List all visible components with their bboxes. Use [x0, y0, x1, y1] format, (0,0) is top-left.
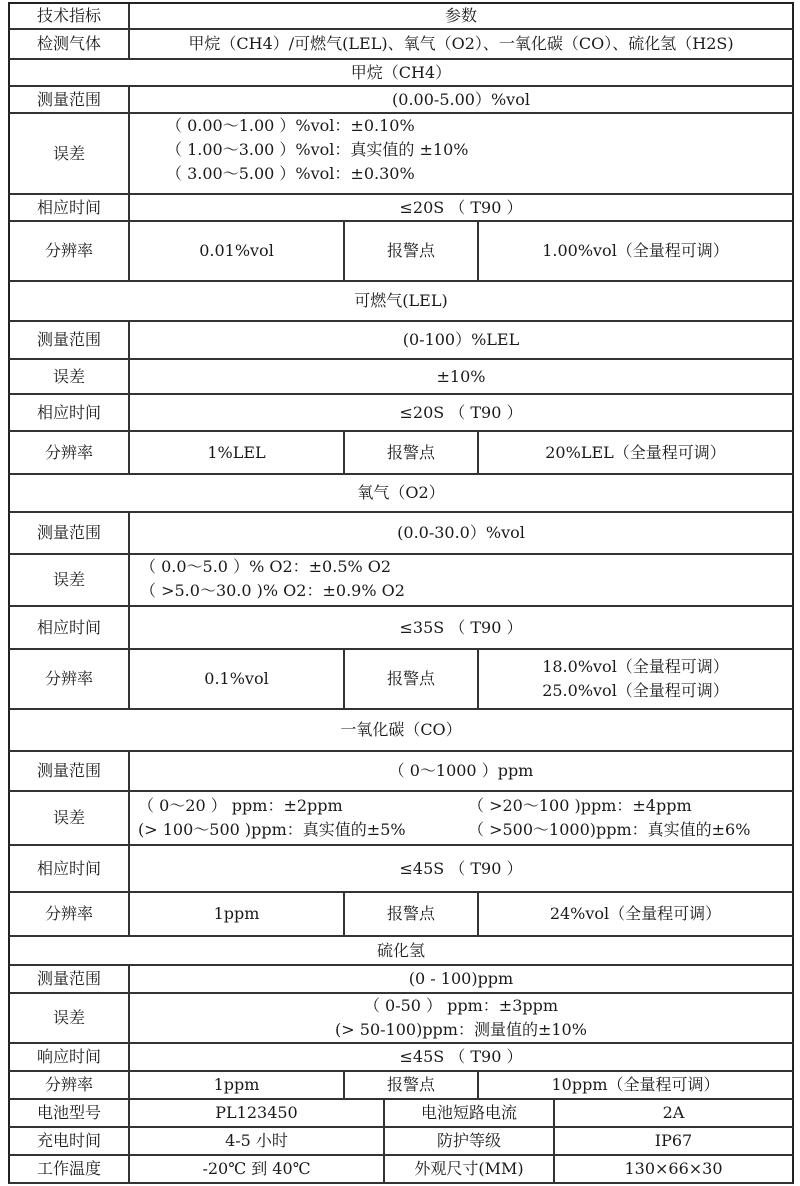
- h2s-resolution-label: 分辨率: [10, 1072, 130, 1098]
- lel-alarm-value: 20%LEL（全量程可调）: [545, 442, 726, 462]
- spec-table: [8, 2, 794, 1184]
- o2-range-row: [8, 513, 794, 555]
- lel-error-row: [8, 360, 794, 395]
- ch4-error-label: 误差: [10, 114, 130, 193]
- o2-error-row: [8, 555, 794, 607]
- ch4-alarm-label: 报警点: [345, 222, 479, 280]
- ch4-section-row: [8, 60, 794, 87]
- general-row: [8, 1156, 794, 1184]
- ch4-response-label: 相应时间: [10, 195, 130, 220]
- o2-range-label: 测量范围: [10, 513, 130, 553]
- lel-range-value: (0-100）%LEL: [402, 330, 520, 349]
- ch4-resolution-row: [8, 222, 794, 282]
- h2s-response-label: 响应时间: [10, 1044, 130, 1070]
- detect-gas-label: 检测气体: [10, 30, 130, 58]
- h2s-error-label: 误差: [10, 994, 130, 1042]
- battery-model-label: 电池型号: [10, 1100, 130, 1126]
- lel-response-label: 相应时间: [10, 395, 130, 430]
- h2s-error-line: （ 0-50 ） ppm：±3ppm: [363, 996, 559, 1015]
- general-row: [8, 1100, 794, 1128]
- ch4-error-row: [8, 114, 794, 195]
- o2-section-row: [8, 475, 794, 513]
- ch4-error-values: [130, 114, 792, 193]
- ch4-response-row: [8, 195, 794, 222]
- h2s-response-value: ≤45S （ T90 ）: [399, 1047, 523, 1066]
- lel-resolution-label: 分辨率: [10, 432, 130, 473]
- lel-range-label: 测量范围: [10, 322, 130, 358]
- general-row: [8, 1128, 794, 1156]
- o2-title: 氧气（O2）: [357, 483, 445, 502]
- ch4-error-line: （ 0.00～1.00 ）%vol：±0.10%: [166, 116, 415, 135]
- o2-range-value: (0.0-30.0）%vol: [397, 523, 525, 542]
- ch4-error-line: （ 3.00～5.00 ）%vol：±0.30%: [166, 164, 415, 183]
- co-resolution-label: 分辨率: [10, 893, 130, 935]
- h2s-resolution-row: [8, 1072, 794, 1100]
- h2s-alarm-value: 10ppm（全量程可调）: [551, 1075, 720, 1094]
- charge-time-label: 充电时间: [10, 1128, 130, 1154]
- co-range-row: [8, 752, 794, 792]
- ch4-range-label: 测量范围: [10, 87, 130, 112]
- co-range-label: 测量范围: [10, 752, 130, 790]
- co-resolution-value: 1ppm: [130, 893, 345, 935]
- h2s-range-row: [8, 966, 794, 994]
- short-circuit-value: 2A: [662, 1103, 685, 1122]
- h2s-title: 硫化氢: [376, 940, 425, 960]
- dimensions-value: 130×66×30: [624, 1159, 723, 1178]
- o2-alarm-label: 报警点: [345, 650, 479, 708]
- co-response-row: [8, 846, 794, 893]
- header-params: 参数: [444, 6, 477, 25]
- ch4-resolution-value: 0.01%vol: [130, 222, 345, 280]
- h2s-range-label: 测量范围: [10, 966, 130, 992]
- o2-response-value: ≤35S （ T90 ）: [399, 617, 523, 637]
- h2s-alarm-label: 报警点: [345, 1072, 479, 1098]
- o2-error-label: 误差: [10, 555, 130, 605]
- table-header-row: [8, 2, 794, 30]
- ch4-range-value: (0.00-5.00）%vol: [392, 89, 530, 109]
- h2s-error-line: (> 50-100)ppm：测量值的±10%: [335, 1020, 587, 1039]
- co-error-line: （ 0～20 ） ppm：±2ppm: [138, 796, 343, 815]
- o2-response-label: 相应时间: [10, 607, 130, 648]
- lel-resolution-row: [8, 432, 794, 475]
- co-response-label: 相应时间: [10, 846, 130, 891]
- ch4-response-value: ≤20S （ T90 ）: [399, 197, 523, 217]
- co-alarm-value: 24%vol（全量程可调）: [549, 904, 722, 923]
- lel-error-value: ±10%: [436, 366, 486, 386]
- o2-resolution-value: 0.1%vol: [130, 650, 345, 708]
- short-circuit-label: 电池短路电流: [385, 1100, 555, 1126]
- o2-alarm-line: 18.0%vol（全量程可调）: [542, 657, 729, 676]
- o2-response-row: [8, 607, 794, 650]
- ch4-title: 甲烷（CH4）: [350, 62, 452, 82]
- co-error-line: （ >500～1000)ppm：真实值的±6%: [468, 820, 751, 839]
- o2-alarm-values: [479, 650, 792, 708]
- h2s-range-value: (0 - 100)ppm: [408, 969, 514, 988]
- o2-error-line: （ 0.0～5.0 ）% O2：±0.5% O2: [140, 557, 392, 576]
- lel-alarm-label: 报警点: [345, 432, 479, 473]
- co-response-value: ≤45S （ T90 ）: [399, 858, 523, 878]
- ch4-alarm-value: 1.00%vol（全量程可调）: [542, 241, 729, 260]
- h2s-section-row: [8, 937, 794, 966]
- lel-title: 可燃气(LEL): [354, 291, 448, 310]
- o2-resolution-label: 分辨率: [10, 650, 130, 708]
- detect-gas-value: 甲烷（CH4）/可燃气(LEL)、氧气（O2）、一氧化碳（CO）、硫化氢（H2S): [188, 34, 734, 53]
- protection-label: 防护等级: [385, 1128, 555, 1154]
- protection-value: IP67: [654, 1131, 693, 1150]
- co-error-line: （ >20～100 )ppm：±4ppm: [468, 796, 692, 815]
- ch4-error-line: （ 1.00～3.00 ）%vol：真实值的 ±10%: [166, 140, 469, 159]
- o2-resolution-row: [8, 650, 794, 710]
- lel-response-row: [8, 395, 794, 432]
- o2-error-values: [130, 555, 792, 605]
- lel-response-value: ≤20S （ T90 ）: [399, 402, 523, 422]
- h2s-error-row: [8, 994, 794, 1044]
- h2s-response-row: [8, 1044, 794, 1072]
- header-spec: 技术指标: [10, 4, 130, 28]
- lel-section-row: [8, 282, 794, 322]
- co-title: 一氧化碳（CO）: [340, 720, 462, 739]
- dimensions-label: 外观尺寸(MM): [385, 1156, 555, 1182]
- o2-error-line: （ >5.0～30.0 )% O2：±0.9% O2: [140, 581, 405, 600]
- co-alarm-label: 报警点: [345, 893, 479, 935]
- charge-time-value: 4-5 小时: [130, 1128, 385, 1154]
- temp-value: -20℃ 到 40℃: [130, 1156, 385, 1182]
- temp-label: 工作温度: [10, 1156, 130, 1182]
- lel-resolution-value: 1%LEL: [130, 432, 345, 473]
- lel-range-row: [8, 322, 794, 360]
- lel-error-label: 误差: [10, 360, 130, 393]
- h2s-resolution-value: 1ppm: [130, 1072, 345, 1098]
- h2s-error-values: [130, 994, 792, 1042]
- co-error-line: (> 100～500 )ppm：真实值的±5%: [138, 820, 406, 839]
- co-error-label: 误差: [10, 792, 130, 844]
- co-resolution-row: [8, 893, 794, 937]
- battery-model-value: PL123450: [130, 1100, 385, 1126]
- co-error-values: [130, 792, 792, 844]
- ch4-resolution-label: 分辨率: [10, 222, 130, 280]
- co-section-row: [8, 710, 794, 752]
- co-range-value: （ 0～1000 ）ppm: [388, 761, 534, 780]
- ch4-range-row: [8, 87, 794, 114]
- o2-alarm-line: 25.0%vol（全量程可调）: [542, 681, 729, 700]
- co-error-row: [8, 792, 794, 846]
- detect-gas-row: [8, 30, 794, 60]
